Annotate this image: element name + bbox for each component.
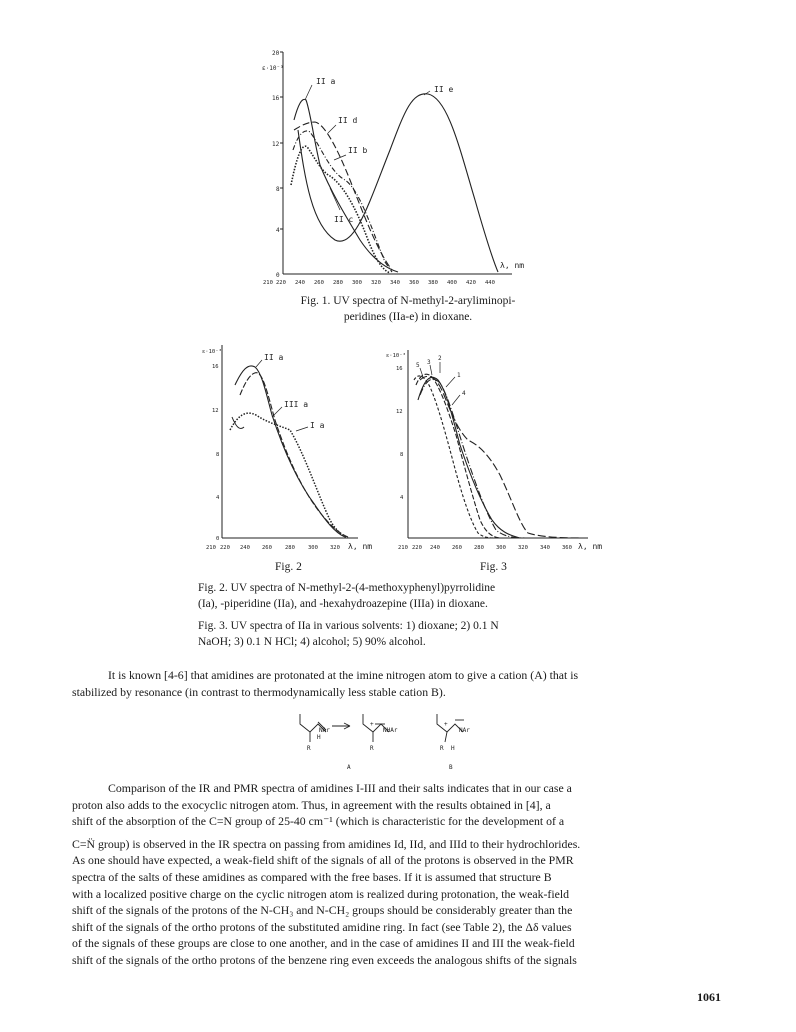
fig1-y-tick: 0 [276, 272, 280, 279]
fig1-x-tick: 340 [390, 280, 400, 286]
fig1-x-tick: 380 [428, 280, 438, 286]
fig3-x-tick: 320 [518, 545, 528, 551]
paragraph-1-line1: It is known [4-6] that amidines are protonated at the imine nitrogen atom to give a cation (A) that is [108, 668, 579, 682]
fig3-label-2: 2 [438, 355, 442, 362]
fig3-caption-line2: NaOH; 3) 0.1 N HCl; 4) alcohol; 5) 90% alcohol. [198, 636, 426, 648]
fig2-caption-line1: Fig. 2. UV spectra of N-methyl-2-(4-methoxyphenyl)pyrrolidine [198, 582, 496, 594]
scheme-r-a: R [307, 745, 311, 752]
fig1-caption-line2: peridines (IIa-e) in dioxane. [343, 311, 473, 323]
fig2-label: Fig. 2 [275, 561, 302, 573]
fig1-x-tick: 240 [295, 280, 305, 286]
fig1-label-IId: II d [338, 116, 358, 125]
resonance-scheme [0, 702, 796, 772]
paragraph-2-line: As one should have expected, a weak-field shift of the signals of all of the protons is observed in the PMR [72, 853, 574, 868]
curve-IId [294, 122, 392, 270]
fig3-y-tick: 16 [396, 366, 403, 372]
fig1-x-tick: 320 [371, 280, 381, 286]
fig2-y-tick: 0 [216, 536, 220, 542]
fig3-y-unit: ε·10⁻³ [386, 353, 406, 359]
scheme-plus-a: + [370, 721, 374, 728]
fig2-y-tick: 4 [216, 495, 220, 501]
paragraph-2-line: spectra of the salts of these amidines as compared with the free bases. If it is assumed that structure B [72, 869, 552, 884]
fig1-caption-line1: Fig. 1. UV spectra of N-methyl-2-aryliminopi- [300, 295, 516, 307]
fig1-label-IIa: II a [316, 77, 336, 86]
scheme-h-a: H [317, 734, 321, 741]
scheme-label-b: B [449, 764, 453, 771]
fig2-x-unit: λ, nm [348, 542, 373, 551]
fig2-caption [198, 580, 718, 612]
fig1-x-tick: 210 [263, 280, 273, 286]
fig1-y-tick: 8 [276, 186, 280, 193]
fig2-label-Ia: I a [310, 421, 325, 430]
paragraph-2-line: shift of the signals of the ortho protons of the benzene ring even exceeds the analogous shifts of the signals [72, 952, 577, 967]
paragraph-1-line2: stabilized by resonance (in contrast to thermodynamically less stable cation B). [72, 684, 446, 699]
fig3-x-tick: 210 [398, 545, 408, 551]
fig1-x-tick: 280 [333, 280, 343, 286]
scheme-nar-a: NAr [319, 727, 330, 734]
fig1-x-unit: λ, nm [500, 261, 525, 270]
fig2-label-IIa: II a [264, 353, 284, 362]
fig2-x-tick: 260 [262, 545, 272, 551]
fig1-x-tick: 300 [352, 280, 362, 286]
curve-4 [420, 376, 585, 538]
fig3-label: Fig. 3 [480, 561, 507, 573]
fig3-x-tick: 340 [540, 545, 550, 551]
fig3-y-tick: 12 [396, 409, 403, 415]
fig1-x-tick: 440 [485, 280, 495, 286]
fig3-x-tick: 360 [562, 545, 572, 551]
paragraph-2-line: shift of the signals of the protons of the N-CH₃ and N-CH₂ groups should be considerably greater than the [72, 903, 573, 918]
fig1-x-tick: 220 [276, 280, 286, 286]
curve-IIc [291, 146, 390, 273]
fig3-label-5: 5 [416, 362, 420, 369]
fig1-y-tick: 16 [272, 95, 280, 102]
fig2-x-tick: 300 [308, 545, 318, 551]
scheme-nhar: NHAr [383, 727, 398, 734]
fig2-caption-line2: (Ia), -piperidine (IIa), and -hexahydroazepine (IIIa) in dioxane. [198, 598, 488, 610]
fig3-x-tick: 260 [452, 545, 462, 551]
fig2-x-tick: 220 [220, 545, 230, 551]
fig1-x-tick: 260 [314, 280, 324, 286]
paragraph-2-line: with a localized positive charge on the cyclic nitrogen atom is realized during protonation, the weak-field [72, 886, 570, 901]
fig1-label-IIe: II e [434, 85, 454, 94]
paragraph-1 [72, 667, 732, 700]
fig1-plot [0, 0, 796, 300]
fig1-label-IIb: II b [348, 146, 368, 155]
paragraph-2-line: Comparison of the IR and PMR spectra of amidines I-III and their salts indicates that in our case a [108, 781, 572, 795]
fig1-x-tick: 420 [466, 280, 476, 286]
scheme-nar-b: NAr [459, 727, 470, 734]
fig3-x-tick: 220 [412, 545, 422, 551]
fig3-plot [0, 335, 796, 555]
paragraph-2 [72, 780, 732, 969]
fig2-y-unit: ε·10⁻³ [202, 349, 222, 355]
curve-IIa [294, 99, 398, 272]
scheme-r-b: R [440, 745, 444, 752]
fig2-y-tick: 12 [212, 408, 219, 414]
fig1-y-tick: 4 [276, 227, 280, 234]
paragraph-2-line: C=N̈ group) is observed in the IR spectra on passing from amidines Id, IId, and IIId to their hydrochlorides. [72, 836, 581, 851]
page-number: 1061 [697, 990, 721, 1004]
fig3-x-unit: λ, nm [578, 542, 603, 551]
fig3-caption-line1: Fig. 3. UV spectra of IIa in various solvents: 1) dioxane; 2) 0.1 N [198, 620, 499, 632]
paragraph-2-line: shift of the signals of the ortho protons of the substituted amidine ring. In fact (see Table 2), the Δδ values [72, 919, 572, 934]
scheme-plus-b: + [444, 721, 448, 728]
fig2-x-tick: 240 [240, 545, 250, 551]
fig3-label-4: 4 [462, 390, 466, 397]
fig1-y-tick: 20 [272, 50, 280, 57]
fig1-y-tick: 12 [272, 141, 280, 148]
fig1-label-IIc: II c [334, 215, 354, 224]
fig3-caption [198, 618, 718, 650]
fig1-y-unit: ε·10⁻³ [262, 65, 284, 72]
fig2-x-tick: 280 [285, 545, 295, 551]
paragraph-2-line: shift of the absorption of the C=N group of 25-40 cm⁻¹ (which is characteristic for the development of a [72, 814, 565, 829]
curve-IIb [293, 131, 392, 272]
fig3-x-tick: 240 [430, 545, 440, 551]
fig2-x-tick: 210 [206, 545, 216, 551]
fig1-caption [258, 293, 558, 325]
paragraph-2-line: proton also adds to the exocyclic nitrogen atom. Thus, in agreement with the results obtained in [4], a [72, 797, 551, 812]
fig3-label-3: 3 [427, 359, 431, 366]
paragraph-2-line: of the signals of these groups are close to one another, and in the case of amidines II and III the weak-field [72, 936, 575, 951]
scheme-h-b: H [451, 745, 455, 752]
scheme-r-a2: R [370, 745, 374, 752]
fig3-label-1: 1 [457, 372, 461, 379]
fig3-y-tick: 4 [400, 495, 404, 501]
fig1-x-tick: 360 [409, 280, 419, 286]
fig2-x-tick: 320 [330, 545, 340, 551]
fig1-x-tick: 400 [447, 280, 457, 286]
fig3-y-tick: 8 [400, 452, 404, 458]
scheme-label-a: A [347, 764, 351, 771]
fig3-x-tick: 300 [496, 545, 506, 551]
fig3-x-tick: 280 [474, 545, 484, 551]
fig2-y-tick: 16 [212, 364, 219, 370]
fig2-label-IIIa: III a [284, 400, 309, 409]
fig2-y-tick: 8 [216, 452, 220, 458]
